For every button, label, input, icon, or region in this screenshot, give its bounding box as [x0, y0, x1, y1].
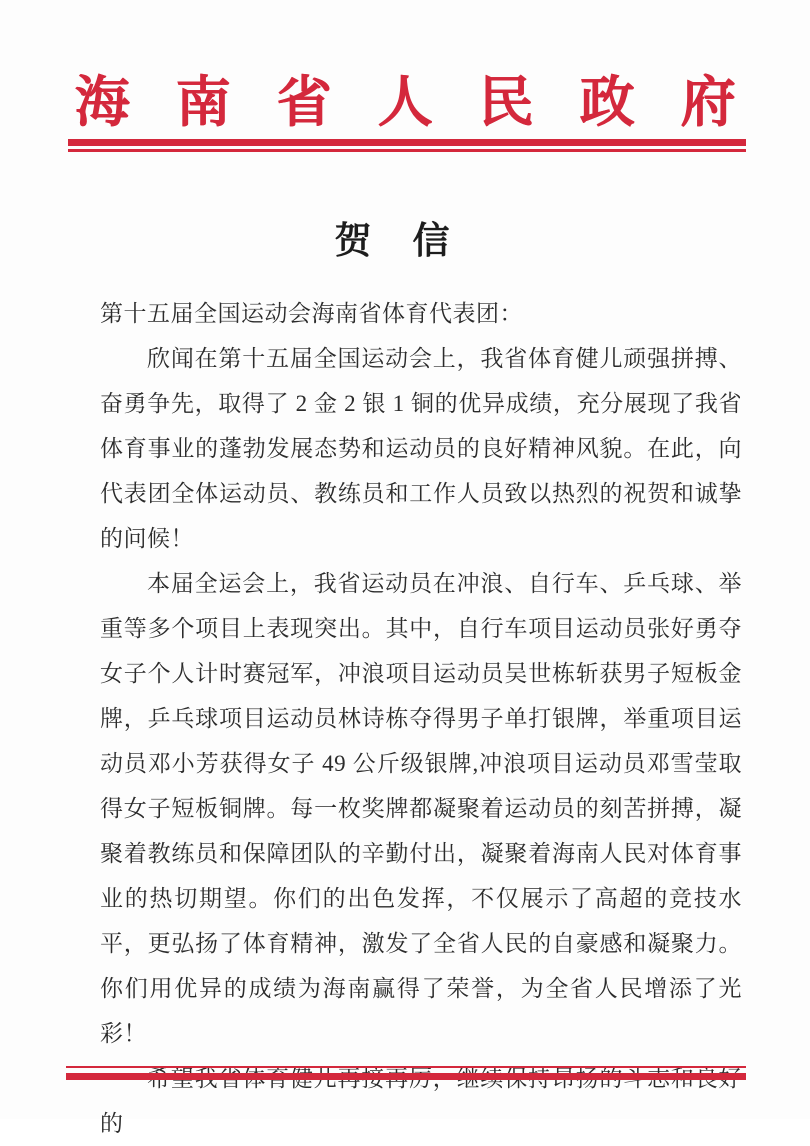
paragraph-2: 本届全运会上，我省运动员在冲浪、自行车、乒乓球、举重等多个项目上表现突出。其中，自行车项目运动员张好勇夺女子个人计时赛冠军，冲浪项目运动员吴世栋斩获男子短板金牌，乒乓球项目运动员林诗栋夺得男子单打银牌，举重项目运动员邓小芳获得女子 49 公斤级银牌,冲浪项目运动员邓雪莹取得女子短板铜牌。每一枚奖牌都凝聚着运动员的刻苦拼搏，凝聚着教练员和保障团队的辛勤付出，凝聚着海南人民对体育事业的热切期望。你们的出色发挥，不仅展示了高超的竞技水平，更弘扬了体育精神，激发了全省人民的自豪感和凝聚力。你们用优异的成绩为海南赢得了荣誉，为全省人民增添了光彩！ [100, 571, 742, 1046]
document-title: 贺 信 [334, 221, 452, 262]
letter-body [100, 291, 742, 1146]
header-rule-thin [68, 149, 746, 152]
paragraph-1: 欣闻在第十五届全国运动会上，我省体育健儿顽强拼搏、奋勇争先，取得了 2 金 2 银 1 铜的优异成绩，充分展现了我省体育事业的蓬勃发展态势和运动员的良好精神风貌。在此，向代表团全体运动员、教练员和工作人员致以热烈的祝贺和诚挚的问候！ [100, 346, 742, 551]
paragraph-3: 的 [100, 1111, 124, 1136]
salutation: 第十五届全国运动会海南省体育代表团： [100, 301, 523, 326]
header-rule-thick [68, 139, 746, 146]
letterhead-title: 海南省人民政府 [74, 72, 782, 133]
footer-rule-thin [66, 1066, 746, 1068]
footer-rule-thick [66, 1073, 746, 1080]
